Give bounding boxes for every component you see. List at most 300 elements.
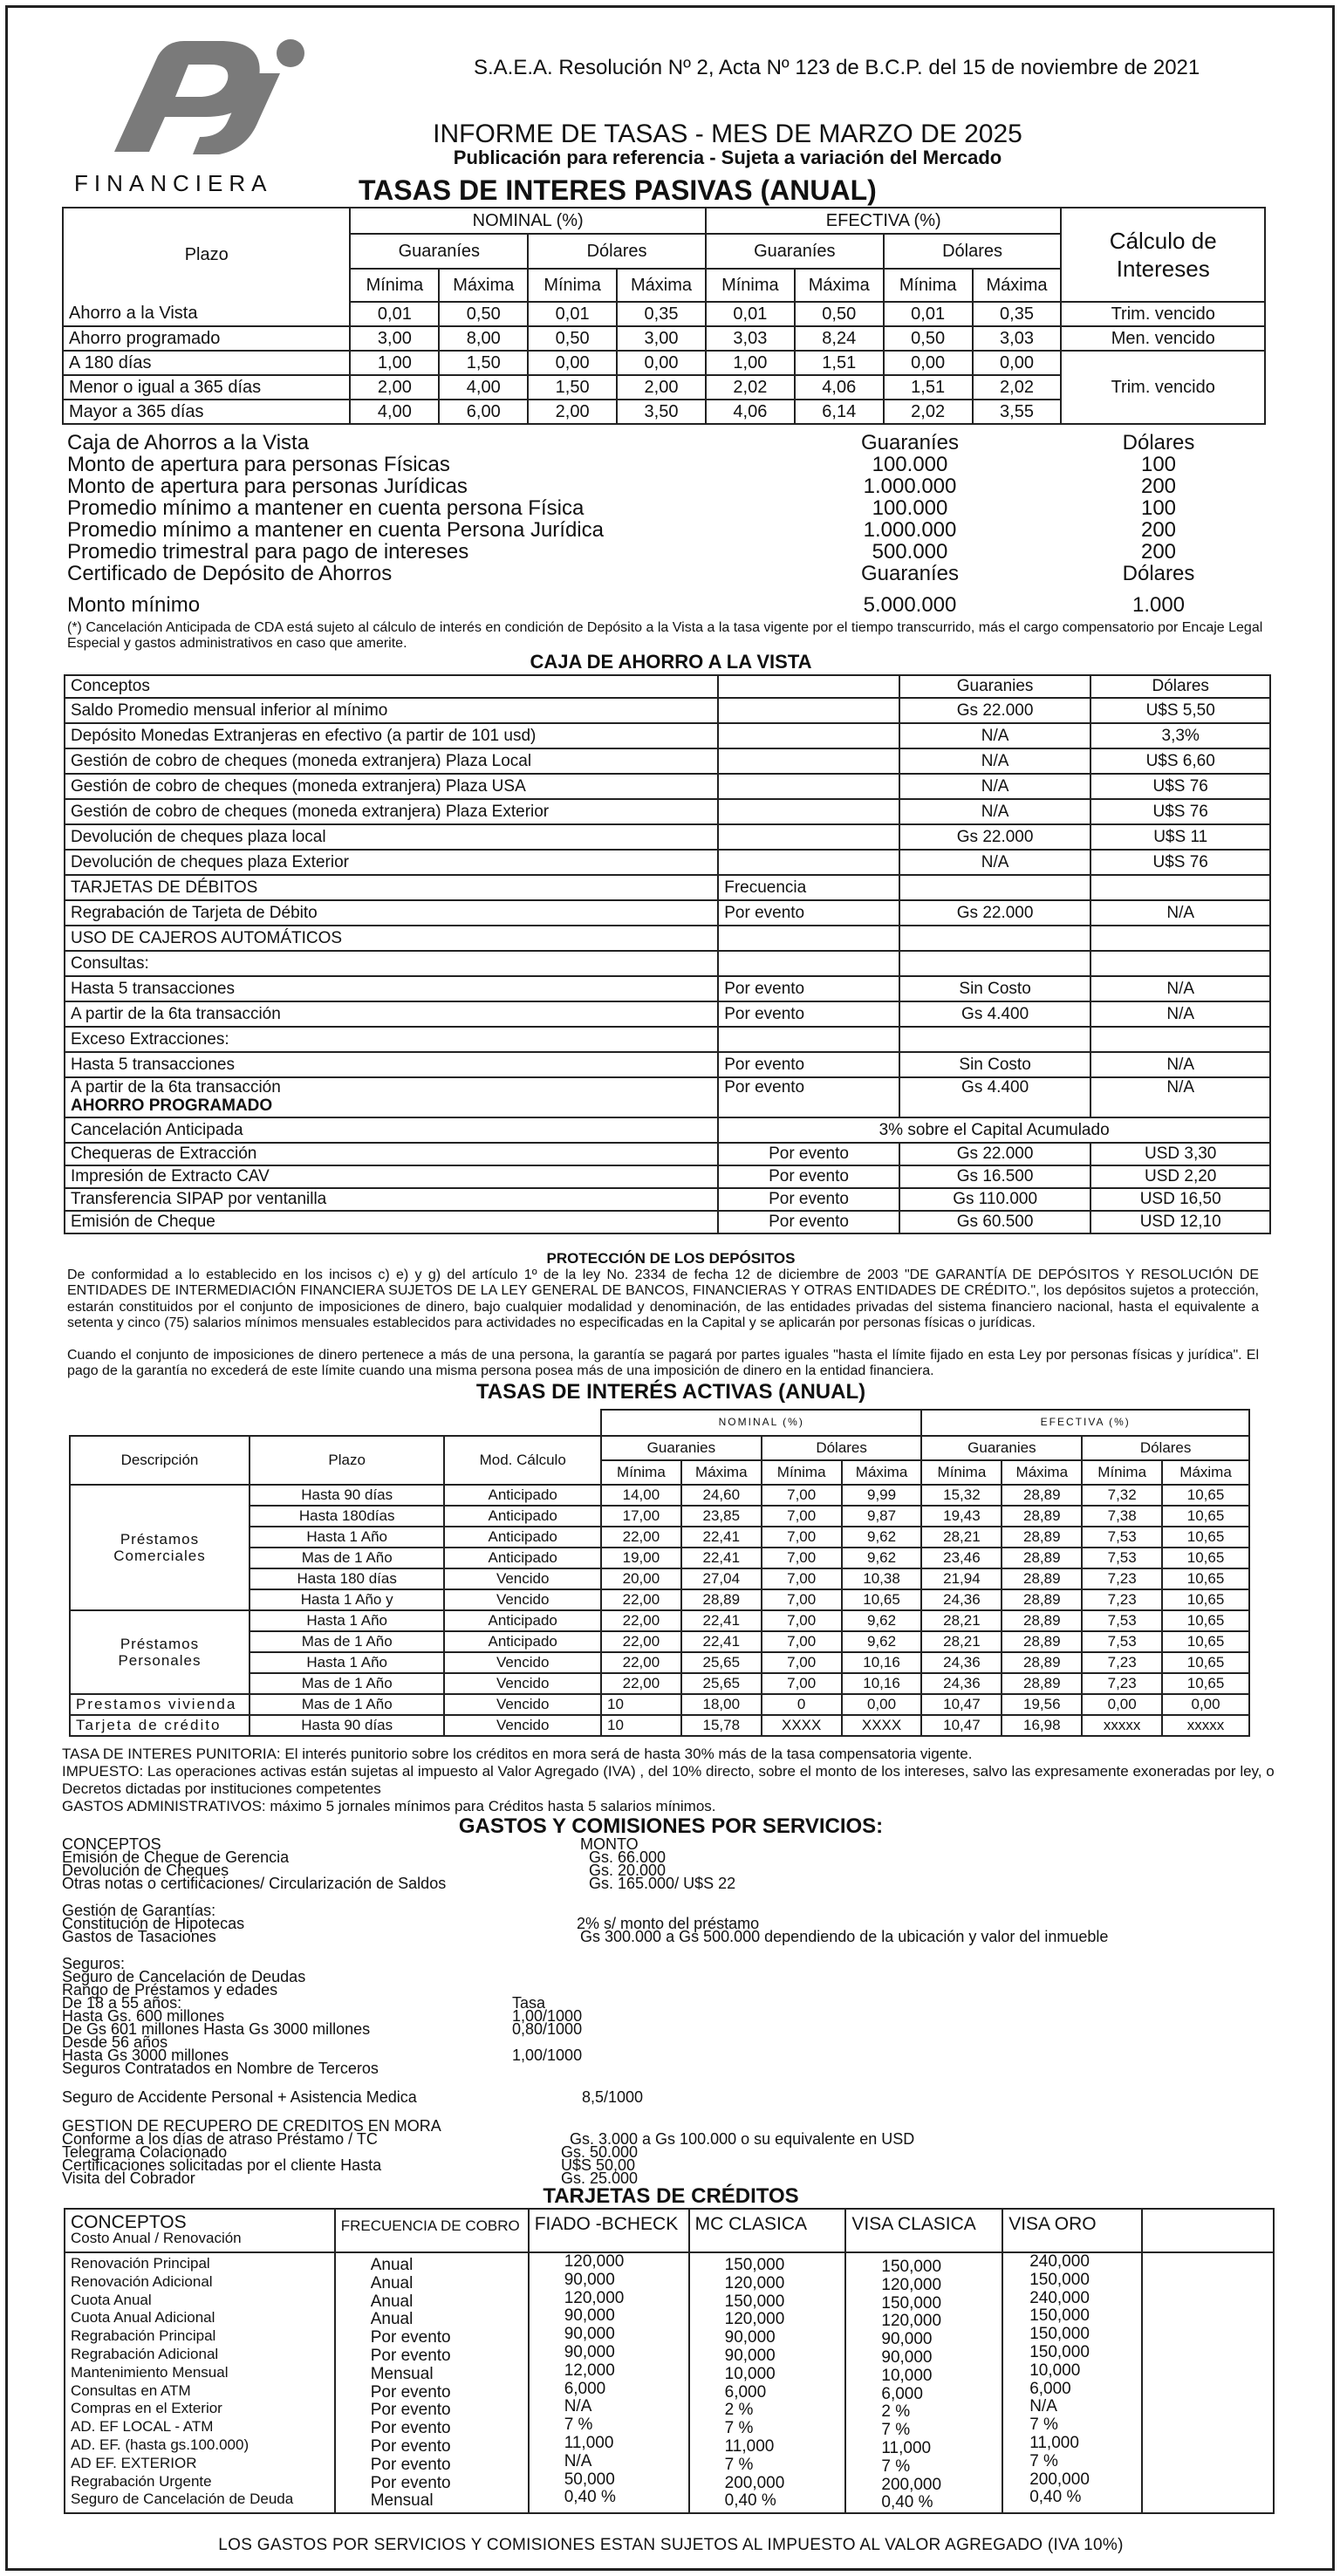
seguro-rango-item: Hasta Gs 3000 millones	[62, 2046, 229, 2064]
table-row	[65, 1077, 1270, 1117]
row-usd	[1090, 1027, 1270, 1052]
table-row	[70, 1485, 1249, 1506]
cell: 7,23	[1082, 1568, 1162, 1589]
header-minima: Mínima	[921, 1460, 1002, 1485]
cell: 10,65	[1162, 1506, 1249, 1527]
row-concepto: Depósito Monedas Extranjeras en efectivo (a partir de 101 usd)	[65, 723, 718, 748]
header-guaranies: Guaranies	[899, 675, 1091, 698]
cell: 10,65	[1162, 1610, 1249, 1631]
oro-value: 150,000	[1029, 2342, 1090, 2361]
row-concepto: A partir de la 6ta transacción	[65, 1001, 718, 1027]
header-calculo: Cálculo de Intereses	[1061, 208, 1265, 302]
row-mod: Anticipado	[444, 1610, 601, 1631]
cell: 9,62	[842, 1610, 922, 1631]
row-concepto: TARJETAS DE DÉBITOS	[65, 875, 718, 900]
row-concepto: Impresión de Extracto CAV	[65, 1165, 718, 1188]
seguro-tasa: 1,00/1000	[512, 2046, 583, 2064]
fiado-value: 50,000	[564, 2470, 615, 2489]
cell: 7,00	[762, 1610, 842, 1631]
cell: 10,65	[1162, 1631, 1249, 1652]
cell: 7,00	[762, 1568, 842, 1589]
row-plazo: Mas de 1 Año	[250, 1673, 444, 1694]
table-row	[70, 1715, 1249, 1736]
rate-report-page	[5, 5, 1335, 2571]
header-plazo: Plazo	[250, 1436, 444, 1485]
gastos-section	[62, 1835, 1283, 2187]
cell: 10,38	[842, 1568, 922, 1589]
cell: 28,89	[1002, 1589, 1082, 1610]
row-usd: N/A	[1090, 976, 1270, 1001]
caja-vista-title: CAJA DE AHORRO A LA VISTA	[530, 651, 812, 673]
header-mc-clasica: MC CLASICA	[689, 2209, 846, 2252]
row-calculo: Trim. vencido	[1061, 351, 1265, 424]
tarjeta-concepto: Mantenimiento Mensual	[71, 2363, 229, 2381]
cell: 3,50	[617, 400, 706, 424]
row-concepto: Emisión de Cheque	[65, 1211, 718, 1233]
row-plazo: Mayor a 365 días	[63, 400, 350, 424]
fiado-value: 120,000	[564, 2252, 625, 2271]
row-usd: U$S 76	[1090, 774, 1270, 799]
cell: 22,00	[601, 1527, 681, 1548]
info-label: Promedio mínimo a mantener en cuenta persona Física	[67, 496, 585, 520]
cell: 20,00	[601, 1568, 681, 1589]
row-concepto: Devolución de cheques plaza Exterior	[65, 850, 718, 875]
row-frecuencia	[718, 698, 899, 723]
mc-value: 120,000	[724, 2310, 785, 2329]
recupero-concepto: Conforme a los días de atraso Préstamo / TC	[62, 2130, 378, 2148]
fiado-value: 90,000	[564, 2342, 615, 2361]
cell: 7,00	[762, 1631, 842, 1652]
header-minima: Mínima	[762, 1460, 842, 1485]
mc-value: 7 %	[724, 2419, 754, 2438]
header-guaranies: Guaranies	[601, 1436, 762, 1460]
row-usd: N/A	[1090, 900, 1270, 926]
desc-personales: Préstamos Personales	[70, 1610, 250, 1694]
mc-value: 150,000	[724, 2292, 785, 2311]
cell: 10,16	[842, 1673, 922, 1694]
row-calculo: Men. vencido	[1061, 326, 1265, 351]
cell: 28,89	[1002, 1485, 1082, 1506]
row-concepto: Consultas:	[65, 951, 718, 976]
fiado-value: 11,000	[564, 2433, 614, 2452]
seguro-cancelacion: Seguro de Cancelación de Deudas	[62, 1968, 306, 1985]
cell: 10,16	[842, 1652, 922, 1673]
visa-value: 150,000	[881, 2258, 942, 2276]
cell: xxxxx	[1082, 1715, 1162, 1736]
mc-value: 2 %	[724, 2401, 754, 2420]
proteccion-title: PROTECCIÓN DE LOS DEPÓSITOS	[546, 1250, 796, 1267]
oro-value: 200,000	[1029, 2470, 1090, 2489]
cell: 0,01	[884, 302, 973, 326]
oro-value: 7 %	[1029, 2451, 1058, 2470]
oro-value: 7 %	[1029, 2415, 1058, 2435]
tarjeta-concepto: AD. EF LOCAL - ATM	[71, 2418, 214, 2436]
row-concepto: Devolución de cheques plaza local	[65, 824, 718, 850]
row-mod: Anticipado	[444, 1485, 601, 1506]
visa-value: 6,000	[881, 2384, 923, 2403]
row-usd: USD 3,30	[1090, 1143, 1270, 1165]
cell: 28,89	[1002, 1506, 1082, 1527]
caja-info	[64, 432, 1276, 616]
activas-title: TASAS DE INTERÉS ACTIVAS (ANUAL)	[475, 1380, 866, 1404]
cell: 4,00	[350, 400, 439, 424]
tarjeta-frecuencia: Por evento	[370, 2473, 451, 2492]
header-minima: Mínima	[884, 269, 973, 302]
row-plazo: Hasta 180días	[250, 1506, 444, 1527]
cell: XXXX	[762, 1715, 842, 1736]
cell: 7,53	[1082, 1548, 1162, 1568]
row-plazo: Hasta 1 Año	[250, 1652, 444, 1673]
row-mod: Vencido	[444, 1715, 601, 1736]
header-visa-clasica: VISA CLASICA	[845, 2209, 1002, 2252]
info-usd: 200	[1140, 518, 1177, 542]
cell: 7,23	[1082, 1673, 1162, 1694]
cell: 4,00	[439, 375, 528, 400]
cell: 3,00	[350, 326, 439, 351]
table-row	[65, 1143, 1270, 1165]
cell: 7,32	[1082, 1485, 1162, 1506]
info-label: Monto de apertura para personas Físicas	[67, 453, 450, 476]
table-row	[65, 976, 1270, 1001]
cell: 7,00	[762, 1548, 842, 1568]
cell: 1,51	[795, 351, 884, 375]
oro-value: 10,000	[1029, 2361, 1081, 2380]
cell: 0,00	[528, 351, 617, 375]
row-concepto: Gestión de cobro de cheques (moneda extranjera) Plaza USA	[65, 774, 718, 799]
header-guaranies: Guaranies	[921, 1436, 1082, 1460]
visa-value: 10,000	[881, 2366, 933, 2385]
visa-value: 7 %	[881, 2421, 911, 2440]
row-gs	[899, 951, 1091, 976]
mc-value: 6,000	[724, 2382, 767, 2402]
cell: 8,00	[439, 326, 528, 351]
cell: 9,99	[842, 1485, 922, 1506]
cell: 7,38	[1082, 1506, 1162, 1527]
cell: 7,00	[762, 1527, 842, 1548]
oro-value: 11,000	[1029, 2433, 1079, 2452]
row-concepto: Saldo Promedio mensual inferior al mínimo	[65, 698, 718, 723]
header-maxima: Máxima	[842, 1460, 922, 1485]
row-mod: Anticipado	[444, 1631, 601, 1652]
cell: 28,89	[1002, 1673, 1082, 1694]
header-dolares: Dólares	[1082, 1436, 1249, 1460]
tasacion-value: Gs 300.000 a Gs 500.000 dependiendo de la ubicación y valor del inmueble	[580, 1928, 1109, 1945]
visa-value: 7 %	[881, 2456, 911, 2476]
row-frecuencia: Por evento	[718, 1001, 899, 1027]
cell: 10,47	[921, 1715, 1002, 1736]
row-frecuencia: Por evento	[718, 900, 899, 926]
mc-value: 90,000	[724, 2328, 776, 2347]
tarjeta-frecuencia: Por evento	[370, 2419, 451, 2438]
logo-text: FINANCIERA	[74, 170, 273, 197]
info-usd: 200	[1140, 475, 1177, 498]
table-row	[65, 1001, 1270, 1027]
row-frecuencia	[718, 748, 899, 774]
oro-value: 150,000	[1029, 2306, 1090, 2326]
row-gs: Gs 110.000	[899, 1188, 1091, 1211]
cell: 2,00	[350, 375, 439, 400]
recupero-concepto: Visita del Cobrador	[62, 2169, 195, 2187]
fiado-value: 90,000	[564, 2325, 615, 2344]
info-gs: 1.000.000	[863, 475, 957, 498]
cell: 0,00	[884, 351, 973, 375]
tarjeta-frecuencia: Por evento	[370, 2401, 451, 2420]
seguros-title: Seguros:	[62, 1955, 126, 1972]
recupero-monto: U$S 50,00	[561, 2156, 636, 2174]
gasto-monto: Gs. 20.000	[589, 1862, 667, 1879]
header-minima: Mínima	[706, 269, 795, 302]
table-row	[65, 926, 1270, 951]
cell: 19,56	[1002, 1694, 1082, 1715]
cell: 24,36	[921, 1652, 1002, 1673]
row-mod: Anticipado	[444, 1548, 601, 1568]
recupero-title: GESTION DE RECUPERO DE CREDITOS EN MORA	[62, 2117, 441, 2135]
row-frecuencia	[718, 1027, 899, 1052]
cell: 10,65	[842, 1589, 922, 1610]
table-row	[65, 1211, 1270, 1233]
visa-value: 2 %	[881, 2402, 911, 2422]
header-efectiva: EFECTIVA (%)	[706, 208, 1062, 234]
row-usd: U$S 5,50	[1090, 698, 1270, 723]
row-usd: USD 2,20	[1090, 1165, 1270, 1188]
tarjeta-concepto: Regrabación Adicional	[71, 2345, 219, 2362]
cell: 23,85	[681, 1506, 762, 1527]
header-guaranies: Guaraníes	[706, 234, 884, 269]
tarjeta-frecuencia: Anual	[370, 2256, 414, 2274]
table-row	[65, 824, 1270, 850]
oro-value: 240,000	[1029, 2252, 1090, 2271]
row-concepto: Exceso Extracciones:	[65, 1027, 718, 1052]
table-row	[65, 748, 1270, 774]
visa-value: 11,000	[881, 2438, 932, 2457]
info-gs: 500.000	[872, 540, 948, 564]
cell: 9,87	[842, 1506, 922, 1527]
table-row	[70, 1610, 1249, 1631]
gasto-monto: Gs. 165.000/ U$S 22	[589, 1875, 736, 1892]
header-maxima: Máxima	[439, 269, 528, 302]
row-frecuencia: Por evento	[718, 1211, 899, 1233]
row-concepto: A partir de la 6ta transacción	[71, 1078, 281, 1097]
row-usd: U$S 11	[1090, 824, 1270, 850]
row-usd: USD 12,10	[1090, 1211, 1270, 1233]
tarjeta-frecuencia: Mensual	[370, 2364, 434, 2383]
tarjeta-concepto: Compras en el Exterior	[71, 2400, 222, 2417]
proteccion-p1: De conformidad a lo establecido en los incisos c) e) y g) del artículo 1º de la ley No. 2334 de fecha 12 de diciembre de 2003 "DE GARANTÍA DE DEPÓSITOS Y RESOLUCIÓN DE ENTIDADES DE INTERMEDIACIÓN FINANCIERA SUJETOS DE LA LEY GENERAL DE BANCOS, FINANCIERAS Y OTRAS ENTIDADES DE CRÉDITO.", los depósitos sujetos a protección, estarán constituidos por el conjunto de imposiciones de dinero, bajo cualquier modalidad y denominación, de las entidades privadas del sistema financiero nacional, hasta el equivalente a setenta y cinco (75) salarios mínimos mensuales establecidos para actividades no especificadas en la Capital y se aplicarán por personas físicas o jurídicas.	[67, 1268, 1259, 1331]
oro-value: N/A	[1029, 2397, 1057, 2416]
visa-value: 200,000	[881, 2475, 942, 2494]
cell: 3,03	[973, 326, 1062, 351]
info-gs: 5.000.000	[863, 593, 957, 617]
oro-value: 0,40 %	[1029, 2488, 1082, 2507]
tarjeta-frecuencia: Por evento	[370, 2455, 451, 2474]
table-row	[63, 351, 1265, 375]
mc-value: 0,40 %	[724, 2491, 776, 2511]
visa-value: 90,000	[881, 2330, 933, 2349]
info-usd: 200	[1140, 540, 1177, 564]
cell: 15,78	[681, 1715, 762, 1736]
info-row	[64, 475, 1276, 497]
cell: 10,65	[1162, 1527, 1249, 1548]
cell: 19,00	[601, 1548, 681, 1568]
header-efectiva: EFECTIVA (%)	[921, 1410, 1249, 1436]
info-row	[64, 432, 1276, 454]
row-gs: Gs 22.000	[899, 1143, 1091, 1165]
info-row	[64, 541, 1276, 563]
row-frecuencia	[718, 850, 899, 875]
cell: 2,00	[617, 375, 706, 400]
tarjeta-frecuencia: Por evento	[370, 2328, 451, 2347]
cell: 4,06	[795, 375, 884, 400]
row-concepto: Gestión de cobro de cheques (moneda extranjera) Plaza Local	[65, 748, 718, 774]
cell: 6,00	[439, 400, 528, 424]
mc-value: 10,000	[724, 2364, 776, 2383]
row-concepto: USO DE CAJEROS AUTOMÁTICOS	[65, 926, 718, 951]
row-frecuencia	[718, 824, 899, 850]
header-visa-oro: VISA ORO	[1002, 2209, 1142, 2252]
header-maxima: Máxima	[1002, 1460, 1082, 1485]
cell: 0,00	[617, 351, 706, 375]
info-row	[64, 454, 1276, 475]
row-gs: Gs 22.000	[899, 698, 1091, 723]
row-gs: N/A	[899, 774, 1091, 799]
header-maxima: Máxima	[681, 1460, 762, 1485]
table-row	[65, 1188, 1270, 1211]
row-plazo: Hasta 1 Año y	[250, 1589, 444, 1610]
cell: xxxxx	[1162, 1715, 1249, 1736]
row-calculo: Trim. vencido	[1061, 302, 1265, 326]
header-conceptos: Conceptos	[65, 675, 718, 698]
row-frecuencia: Por evento	[718, 1052, 899, 1077]
cell: 14,00	[601, 1485, 681, 1506]
visa-value: 150,000	[881, 2293, 942, 2313]
row-plazo: Hasta 180 días	[250, 1568, 444, 1589]
table-row	[70, 1694, 1249, 1715]
row-frecuencia	[718, 723, 899, 748]
row-mod: Vencido	[444, 1568, 601, 1589]
row-usd: U$S 76	[1090, 799, 1270, 824]
row-frecuencia: Por evento	[718, 1077, 899, 1117]
cell: 3,03	[706, 326, 795, 351]
nota-impuesto: IMPUESTO: Las operaciones activas están sujetas al impuesto al Valor Agregado (IVA) , del 10% directo, sobre el monto de los intereses, salvo las expresamente exoneradas por ley, o Decretos dictadas por instituciones competentes	[62, 1763, 1275, 1797]
resolution-text: S.A.E.A. Resolución Nº 2, Acta Nº 123 de B.C.P. del 15 de noviembre de 2021	[474, 56, 1200, 79]
cell: 0,50	[439, 302, 528, 326]
recupero-concepto: Certificaciones solicitadas por el cliente Hasta	[62, 2156, 382, 2174]
cell: 7,00	[762, 1589, 842, 1610]
seguro-accidente-tasa: 8,5/1000	[582, 2088, 644, 2106]
hipoteca-value: 2% s/ monto del préstamo	[577, 1915, 760, 1932]
cell: 28,89	[1002, 1527, 1082, 1548]
tarjeta-concepto: AD. EF. (hasta gs.100.000)	[71, 2436, 250, 2453]
info-row	[64, 497, 1276, 519]
desc-vivienda: Prestamos vivienda	[70, 1694, 250, 1715]
info-label: Promedio trimestral para pago de intereses	[67, 540, 469, 564]
cell: 7,23	[1082, 1589, 1162, 1610]
row-plazo: Hasta 1 Año	[250, 1527, 444, 1548]
gastos-header-monto: MONTO	[580, 1835, 639, 1853]
gasto-concepto: Otras notas o certificaciones/ Circularización de Saldos	[62, 1875, 447, 1892]
header-plazo: Plazo	[63, 208, 350, 302]
header-minima: Mínima	[1082, 1460, 1162, 1485]
tarjetas-table	[64, 2208, 1275, 2514]
row-gs	[899, 926, 1091, 951]
cell: 23,46	[921, 1548, 1002, 1568]
row-gs: N/A	[899, 748, 1091, 774]
cell: 22,41	[681, 1548, 762, 1568]
row-concepto: Chequeras de Extracción	[65, 1143, 718, 1165]
row-gs: Gs 22.000	[899, 824, 1091, 850]
cell: 10,65	[1162, 1568, 1249, 1589]
row-usd: N/A	[1090, 1001, 1270, 1027]
activas-table	[69, 1409, 1250, 1737]
cell: 7,53	[1082, 1610, 1162, 1631]
cell: 8,24	[795, 326, 884, 351]
cell: 22,00	[601, 1631, 681, 1652]
header-dolares: Dólares	[1090, 675, 1270, 698]
table-row	[65, 900, 1270, 926]
info-usd: Dólares	[1122, 431, 1195, 454]
row-plazo: A 180 días	[63, 351, 350, 375]
row-mod: Anticipado	[444, 1527, 601, 1548]
mc-value: 7 %	[724, 2455, 754, 2474]
cell: 0,01	[350, 302, 439, 326]
recupero-concepto: Telegrama Colacionado	[62, 2143, 228, 2161]
info-gs: 1.000.000	[863, 518, 957, 542]
row-frecuencia	[718, 774, 899, 799]
row-usd	[1090, 951, 1270, 976]
cell: 0,50	[795, 302, 884, 326]
cell: 4,06	[706, 400, 795, 424]
row-mod: Vencido	[444, 1694, 601, 1715]
row-mod: Vencido	[444, 1652, 601, 1673]
cancelacion-value: 3% sobre el Capital Acumulado	[718, 1117, 1270, 1143]
cell: 22,41	[681, 1610, 762, 1631]
row-concepto: Hasta 5 transacciones	[65, 1052, 718, 1077]
table-row	[65, 723, 1270, 748]
cell: 2,02	[973, 375, 1062, 400]
header-dolares: Dólares	[528, 234, 706, 269]
fiado-value: 0,40 %	[564, 2488, 616, 2507]
cell: 16,98	[1002, 1715, 1082, 1736]
header-minima: Mínima	[350, 269, 439, 302]
oro-value: 240,000	[1029, 2288, 1090, 2307]
row-plazo: Mas de 1 Año	[250, 1548, 444, 1568]
tarjeta-frecuencia: Por evento	[370, 2436, 451, 2456]
row-concepto: Transferencia SIPAP por ventanilla	[65, 1188, 718, 1211]
row-frecuencia: Por evento	[718, 1188, 899, 1211]
row-plazo: Hasta 1 Año	[250, 1610, 444, 1631]
nota-punitoria: TASA DE INTERES PUNITORIA: El interés punitorio sobre los créditos en mora será de hasta 30% más de la tasa compensatoria vigente.	[62, 1746, 973, 1762]
cell: 28,21	[921, 1527, 1002, 1548]
header-fiado: FIADO -BCHECK	[529, 2209, 689, 2252]
cell: 7,00	[762, 1673, 842, 1694]
tarjeta-concepto: Regrabación Principal	[71, 2327, 216, 2345]
report-title: INFORME DE TASAS - MES DE MARZO DE 2025	[433, 120, 1022, 148]
row-plazo: Mas de 1 Año	[250, 1631, 444, 1652]
cell: 10,65	[1162, 1548, 1249, 1568]
tarjeta-frecuencia: Anual	[370, 2310, 414, 2329]
cell: 6,14	[795, 400, 884, 424]
seguro-rango: Rango de Préstamos y edades	[62, 1981, 278, 1999]
row-usd: U$S 76	[1090, 850, 1270, 875]
row-frecuencia	[718, 951, 899, 976]
row-gs: Gs 22.000	[899, 900, 1091, 926]
cell: 0,00	[1162, 1694, 1249, 1715]
tarjeta-frecuencia: Por evento	[370, 2346, 451, 2365]
row-gs: Gs 4.400	[899, 1077, 1091, 1117]
seguro-rango-item: De Gs 601 millones Hasta Gs 3000 millones	[62, 2020, 371, 2038]
row-usd: USD 16,50	[1090, 1188, 1270, 1211]
cell: 0,01	[706, 302, 795, 326]
